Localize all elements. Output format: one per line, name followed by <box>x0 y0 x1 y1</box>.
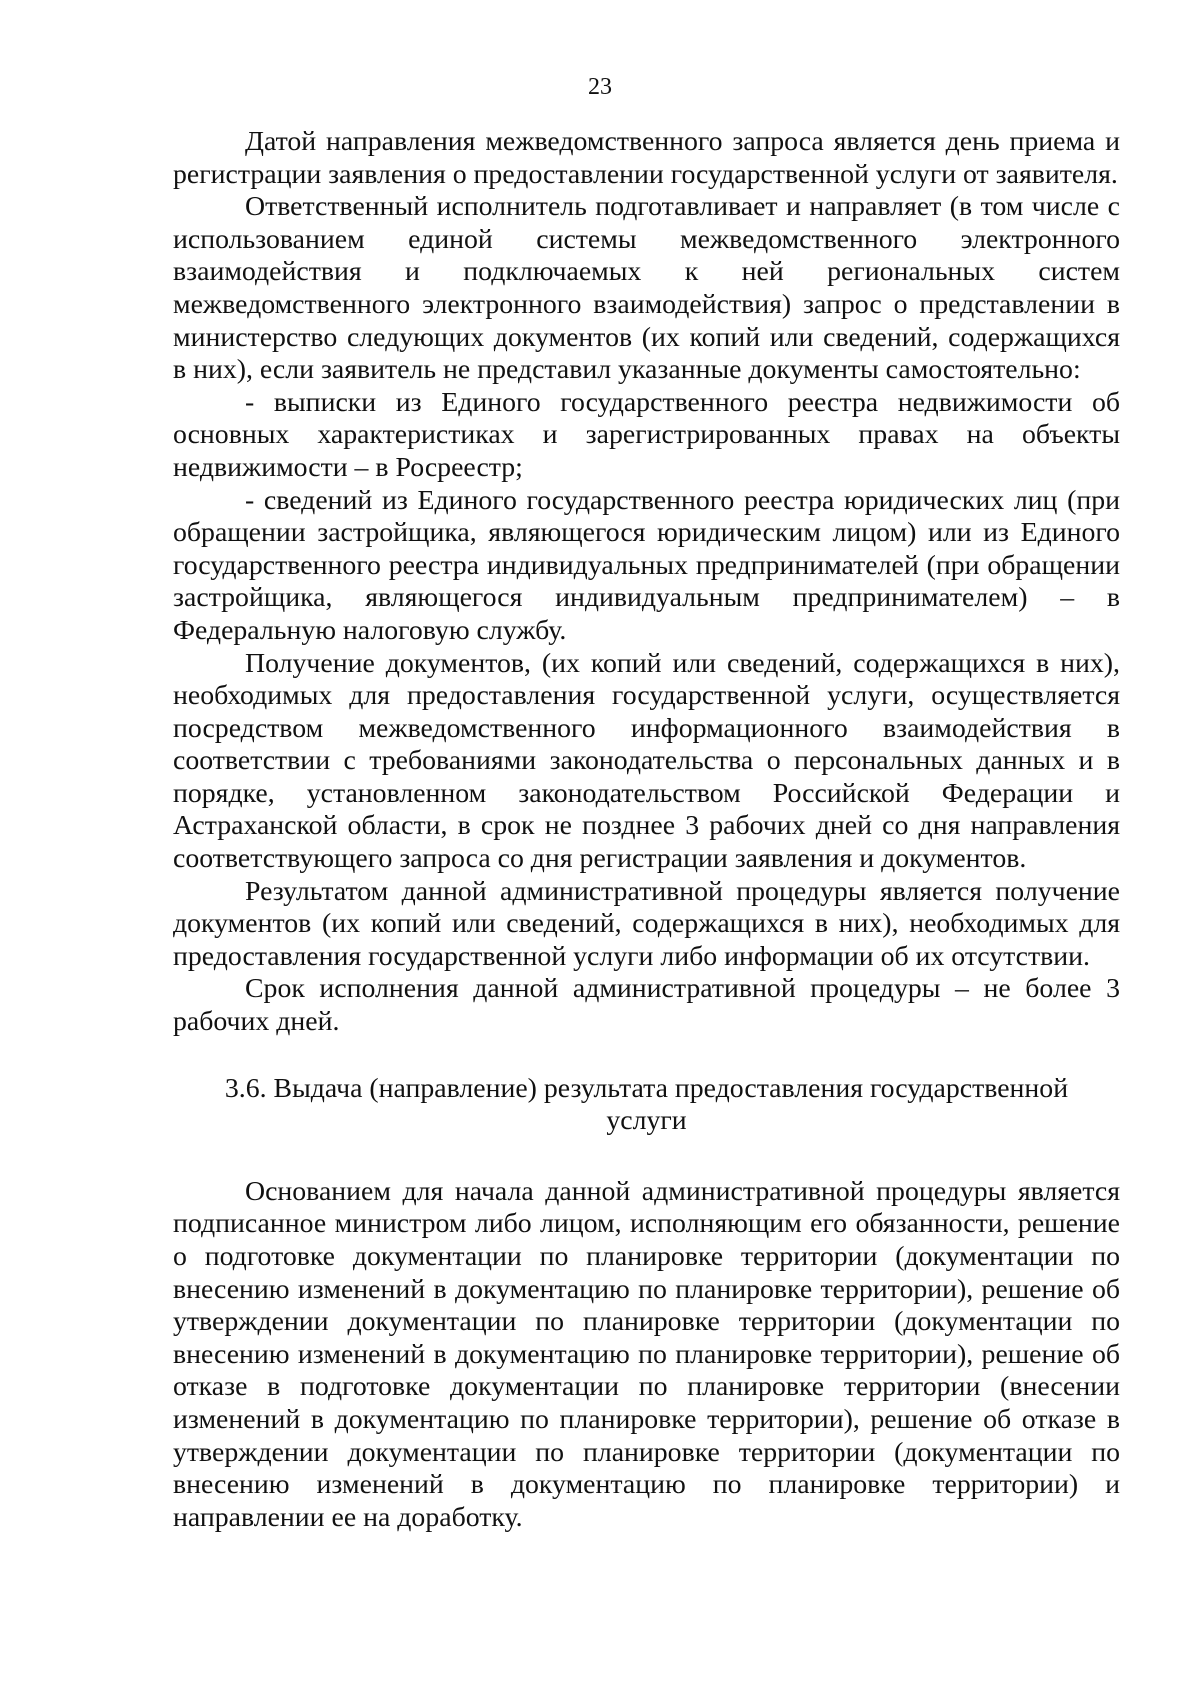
list-item-tax-service: - сведений из Единого государственного реестра юридических лиц (при обращении застройщика, являющегося юридическим лицом) или из Единого государственного реестра индивидуальных предпринимателей (при обращении застройщика, являющегося индивидуальным предпринимателем) – в Федеральную налоговую службу. <box>173 484 1120 646</box>
section-heading: 3.6. Выдача (направление) результата предоставления государственной услуги <box>224 1072 1069 1137</box>
page-number: 23 <box>588 74 612 100</box>
paragraph-basis: Основанием для начала данной административной процедуры является подписанное министром либо лицом, исполняющим его обязанности, решение о подготовке документации по планировке территории (документации по внесению изменений в документацию по планировке территории), решение об утверждении документации по планировке территории (документации по внесению изменений в документацию по планировке территории), решение об отказе в подготовке документации по планировке территории (внесении изменений в документацию по планировке территории), решение об отказе в утверждении документации по планировке территории (документации по внесению изменений в документацию по планировке территории) и направлении ее на доработку. <box>173 1175 1120 1533</box>
paragraph-procedure-result: Результатом данной административной процедуры является получение документов (их копий или сведений, содержащихся в них), необходимых для предоставления государственной услуги либо информации об их отсутствии. <box>173 875 1120 972</box>
paragraph-request-sending: Ответственный исполнитель подготавливает и направляет (в том числе с использованием единой системы межведомственного электронного взаимодействия и подключаемых к ней региональных систем межведомственного электронного взаимодействия) запрос о представлении в министерство следующих документов (их копий или сведений, содержащихся в них), если заявитель не представил указанные документы самостоятельно: <box>173 191 1120 386</box>
paragraph-receiving-documents: Получение документов, (их копий или сведений, содержащихся в них), необходимых для предоставления государственной услуги, осуществляется посредством межведомственного информационного взаимодействия в соответствии с требованиями законодательства о персональных данных и в порядке, установленном законодательством Российской Федерации и Астраханской области, в срок не позднее 3 рабочих дней со дня направления соответствующего запроса со дня регистрации заявления и документов. <box>173 647 1120 875</box>
paragraph-procedure-term: Срок исполнения данной административной процедуры – не более 3 рабочих дней. <box>173 973 1120 1038</box>
list-item-rosreestr: - выписки из Единого государственного реестра недвижимости об основных характеристиках и зарегистрированных правах на объекты недвижимости – в Росреестр; <box>173 386 1120 483</box>
paragraph-request-date: Датой направления межведомственного запроса является день приема и регистрации заявления о предоставлении государственной услуги от заявителя. <box>173 126 1120 190</box>
document-body <box>173 126 1120 1534</box>
